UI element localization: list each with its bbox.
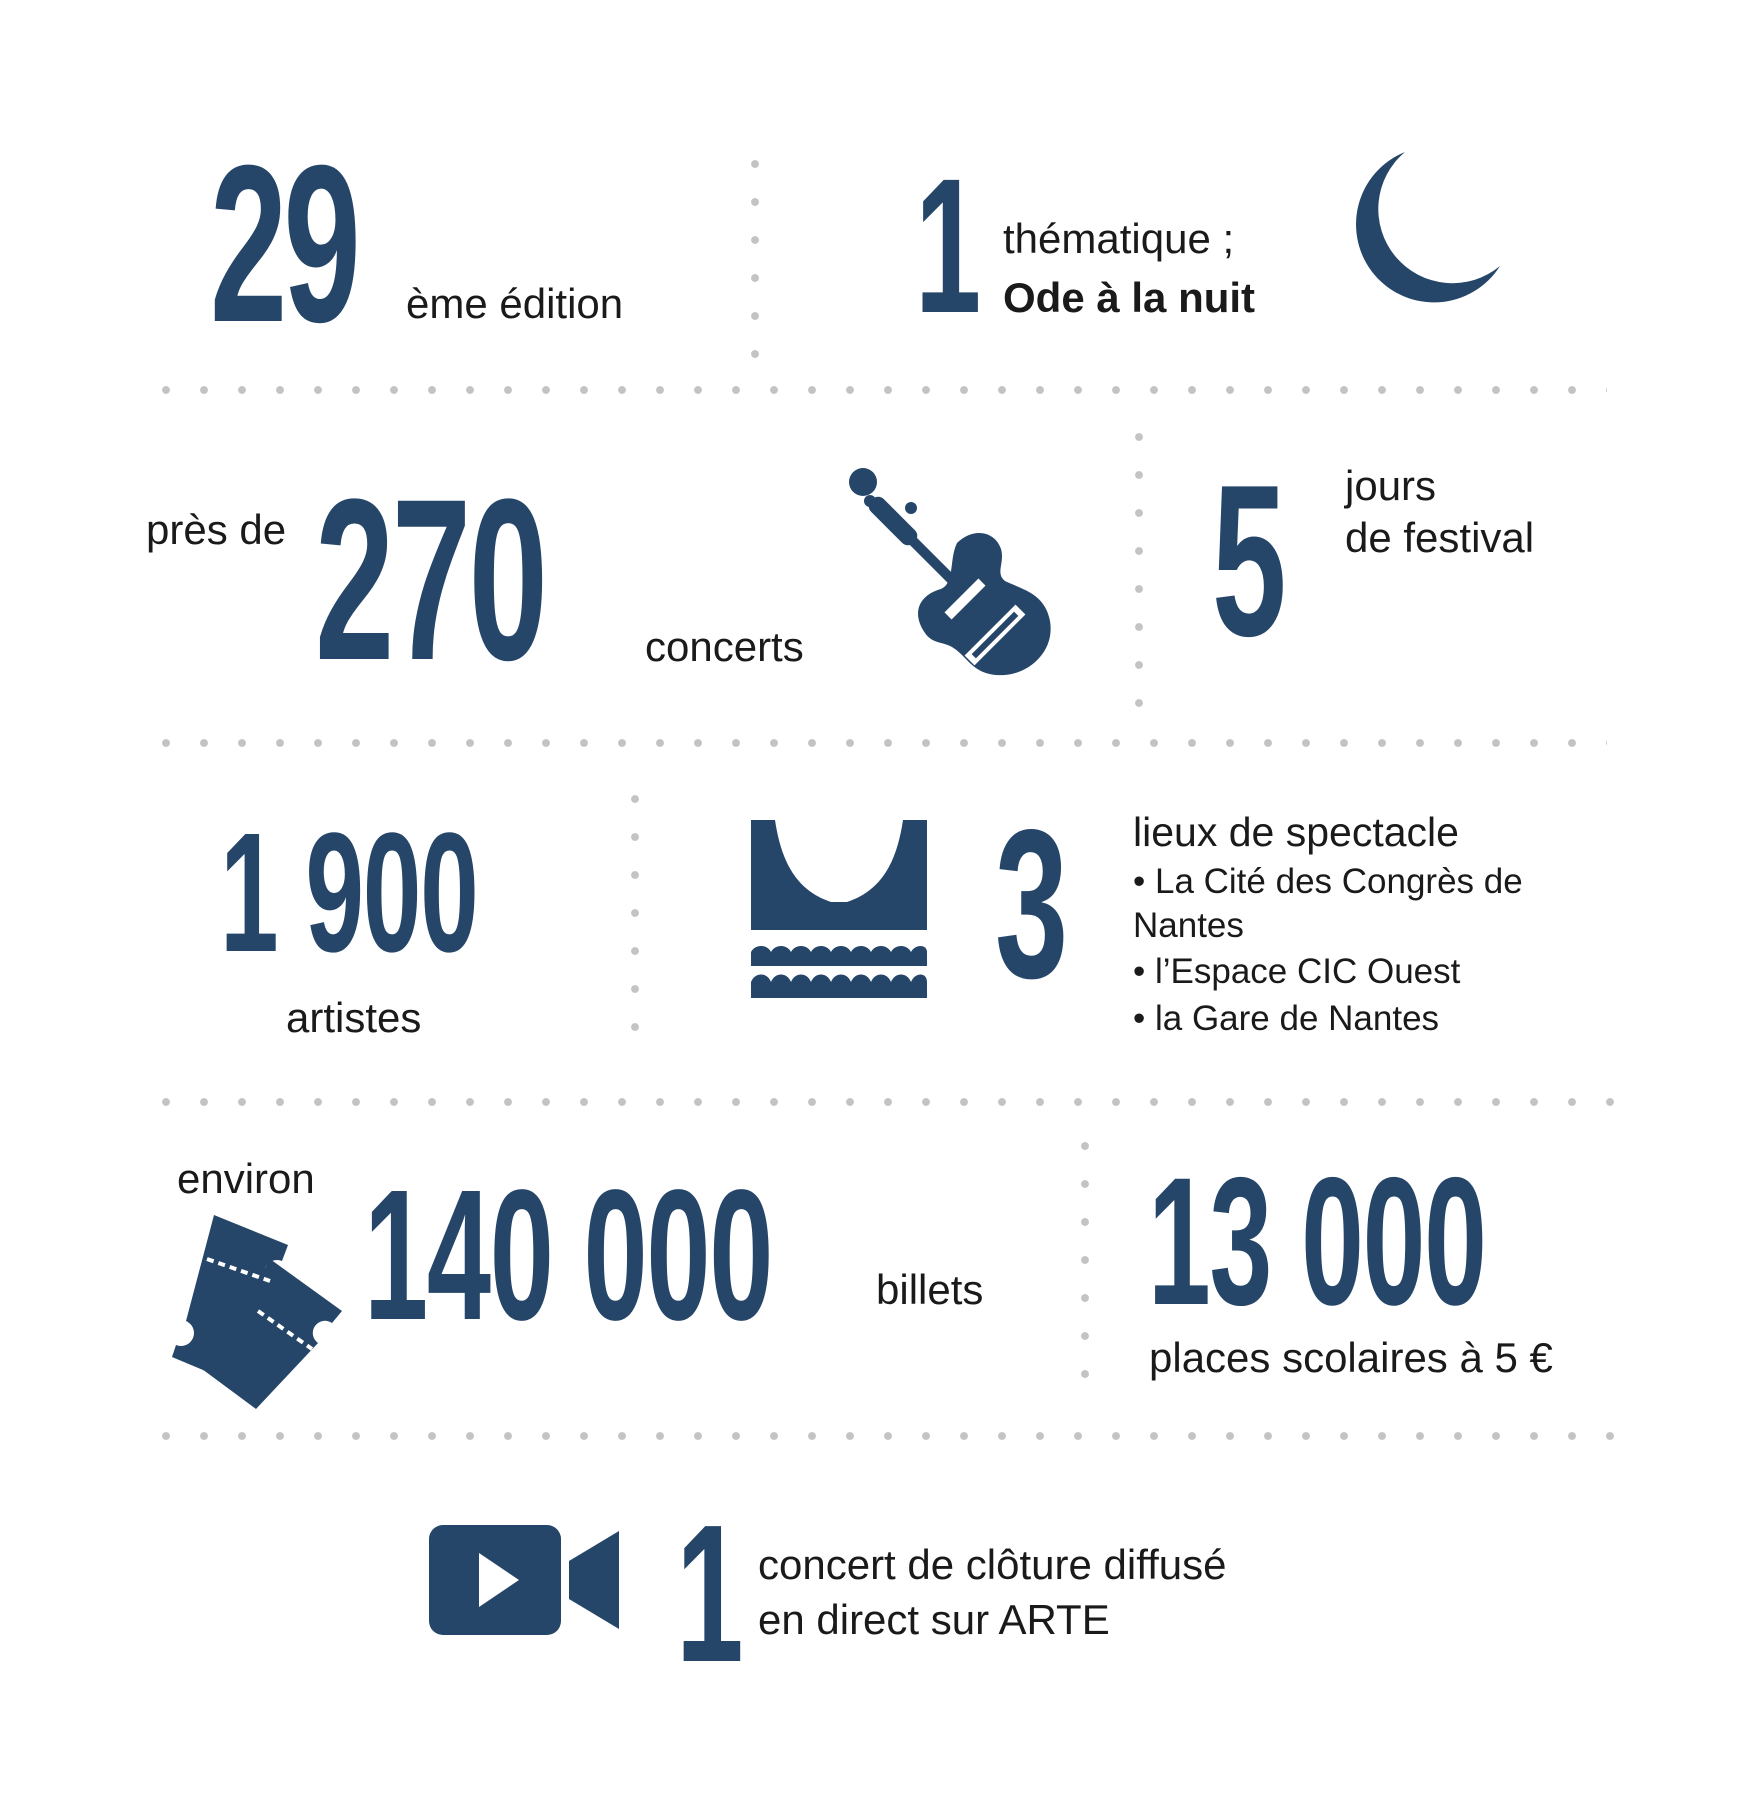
tickets-label: billets <box>876 1266 984 1313</box>
theme-label: thématique ; <box>1003 215 1235 262</box>
days-number: 5 <box>1212 439 1287 681</box>
separator-vertical-1 <box>751 145 759 377</box>
separator-vertical-2 <box>1135 418 1143 718</box>
days-line1: jours <box>1345 462 1437 509</box>
separator-horizontal-4 <box>147 1432 1617 1440</box>
edition-number: 29 <box>210 119 358 369</box>
broadcast-number: 1 <box>676 1484 744 1703</box>
venues-item-1: • La Cité des Congrès de <box>1133 862 1523 901</box>
concerts-label: concerts <box>645 623 804 670</box>
tickets-number: 140 000 <box>364 1152 773 1359</box>
video-camera-icon <box>429 1525 619 1635</box>
venues-number: 3 <box>995 785 1069 1022</box>
school-number: 13 000 <box>1148 1139 1486 1343</box>
edition-label: ème édition <box>406 280 624 327</box>
broadcast-line1: concert de clôture diffusé <box>758 1541 1227 1588</box>
artists-number: 1 900 <box>220 798 478 988</box>
theme-number: 1 <box>915 138 982 353</box>
separator-horizontal-2 <box>147 739 1607 747</box>
separator-horizontal-3 <box>147 1098 1617 1106</box>
crescent-moon-icon <box>1345 148 1505 310</box>
tickets-icon <box>172 1215 347 1410</box>
concerts-number: 270 <box>315 451 546 708</box>
separator-vertical-4 <box>1081 1127 1089 1407</box>
days-line2: de festival <box>1345 514 1535 561</box>
artists-label: artistes <box>286 994 422 1041</box>
violin-icon <box>845 463 1055 678</box>
tickets-prefix: environ <box>177 1155 315 1202</box>
venues-item-1-cont: Nantes <box>1133 906 1244 945</box>
separator-vertical-3 <box>631 780 639 1060</box>
venues-item-2: • l’Espace CIC Ouest <box>1133 952 1461 991</box>
separator-horizontal-1 <box>147 386 1607 394</box>
broadcast-line2: en direct sur ARTE <box>758 1596 1110 1643</box>
concerts-prefix: près de <box>146 506 287 553</box>
theater-stage-icon <box>751 820 927 1000</box>
venues-item-3: • la Gare de Nantes <box>1133 999 1440 1038</box>
theme-title: Ode à la nuit <box>1003 274 1256 321</box>
school-label: places scolaires à 5 € <box>1149 1334 1553 1381</box>
venues-title: lieux de spectacle <box>1133 809 1459 855</box>
